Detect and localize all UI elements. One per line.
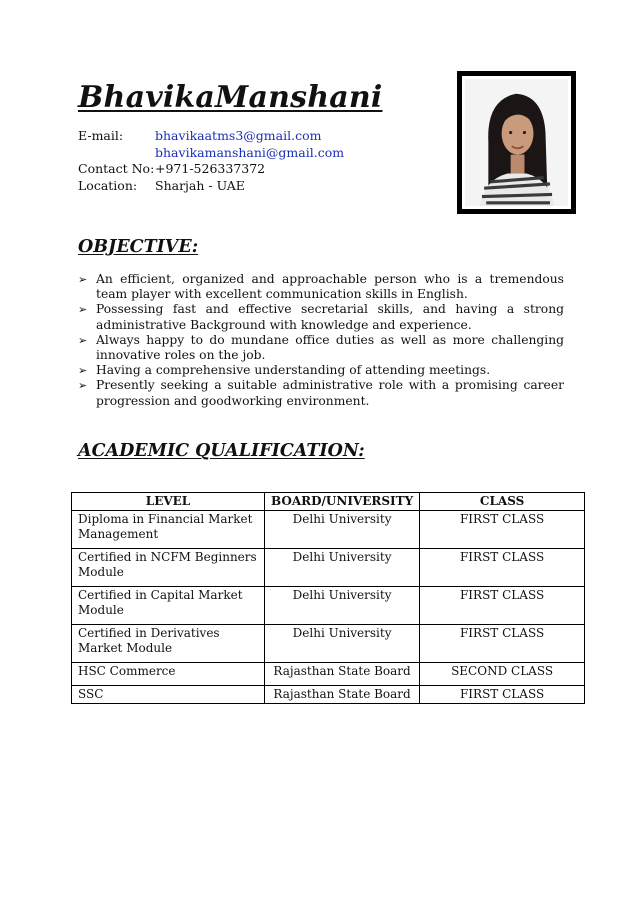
cell-board: Delhi University xyxy=(265,587,420,625)
objective-heading: OBJECTIVE: xyxy=(78,237,199,257)
contact-block xyxy=(78,128,344,194)
cell-level: HSC Commerce xyxy=(72,663,265,686)
email-row-2 xyxy=(78,145,344,162)
cell-board: Delhi University xyxy=(265,511,420,549)
phone-label: Contact No: xyxy=(78,161,155,176)
profile-photo-frame xyxy=(457,71,576,214)
cell-class: FIRST CLASS xyxy=(420,511,585,549)
location-row xyxy=(78,178,344,195)
academic-heading: ACADEMIC QUALIFICATION: xyxy=(78,441,365,461)
list-item: ➢ Presently seeking a suitable administrative role with a promising career progression and goodworking environment. xyxy=(78,378,564,408)
header-board: BOARD/UNIVERSITY xyxy=(265,493,420,511)
arrow-bullet-icon: ➢ xyxy=(78,379,88,393)
candidate-name: BhavikaManshani xyxy=(78,80,383,115)
cell-class: FIRST CLASS xyxy=(420,686,585,704)
cell-class: FIRST CLASS xyxy=(420,549,585,587)
list-item: ➢ Possessing fast and effective secretarial skills, and having a strong administrative Background with knowledge and experience. xyxy=(78,302,564,332)
table-row xyxy=(72,686,585,704)
objective-list xyxy=(78,272,564,409)
location-value: Sharjah - UAE xyxy=(155,177,245,193)
phone-row xyxy=(78,161,344,178)
profile-photo xyxy=(465,79,568,206)
arrow-bullet-icon: ➢ xyxy=(78,364,88,378)
table-header-row xyxy=(72,493,585,511)
cell-level: SSC xyxy=(72,686,265,704)
arrow-bullet-icon: ➢ xyxy=(78,303,88,317)
list-item: ➢ Having a comprehensive understanding of attending meetings. xyxy=(78,363,491,378)
table-row xyxy=(72,663,585,686)
cell-board: Delhi University xyxy=(265,549,420,587)
qualifications-table xyxy=(71,492,585,704)
location-label: Location: xyxy=(78,177,138,193)
cell-board: Rajasthan State Board xyxy=(265,686,420,704)
email-row xyxy=(78,128,344,145)
email-label-spacer xyxy=(78,145,155,162)
cell-board: Delhi University xyxy=(265,625,420,663)
cell-level: Certified in Capital Market Module xyxy=(72,587,265,625)
cell-level: Certified in NCFM Beginners Module xyxy=(72,549,265,587)
table-row xyxy=(72,549,585,587)
arrow-bullet-icon: ➢ xyxy=(78,273,88,286)
cell-class: SECOND CLASS xyxy=(420,663,585,686)
email-label: E-mail: xyxy=(78,128,124,143)
cell-class: FIRST CLASS xyxy=(420,587,585,625)
header-class: CLASS xyxy=(420,493,585,511)
cell-level: Certified in Derivatives Market Module xyxy=(72,625,265,663)
arrow-bullet-icon: ➢ xyxy=(78,333,88,347)
table-row xyxy=(72,625,585,663)
table-row xyxy=(72,511,585,549)
email-link-1[interactable]: bhavikaatms3@gmail.com xyxy=(155,128,322,143)
cell-class: FIRST CLASS xyxy=(420,625,585,663)
table-row xyxy=(72,587,585,625)
header-level: LEVEL xyxy=(72,493,265,511)
list-item: ➢ An efficient, organized and approachable person who is a tremendous team player with excellent communication skills in English. xyxy=(78,272,564,302)
phone-value: +971-526337372 xyxy=(155,161,266,176)
cell-level: Diploma in Financial Market Management xyxy=(72,511,265,549)
email-link-2[interactable]: bhavikamanshani@gmail.com xyxy=(155,144,345,160)
cell-board: Rajasthan State Board xyxy=(265,663,420,686)
list-item: ➢ Always happy to do mundane office duties as well as more challenging innovative roles on the job. xyxy=(78,332,564,363)
